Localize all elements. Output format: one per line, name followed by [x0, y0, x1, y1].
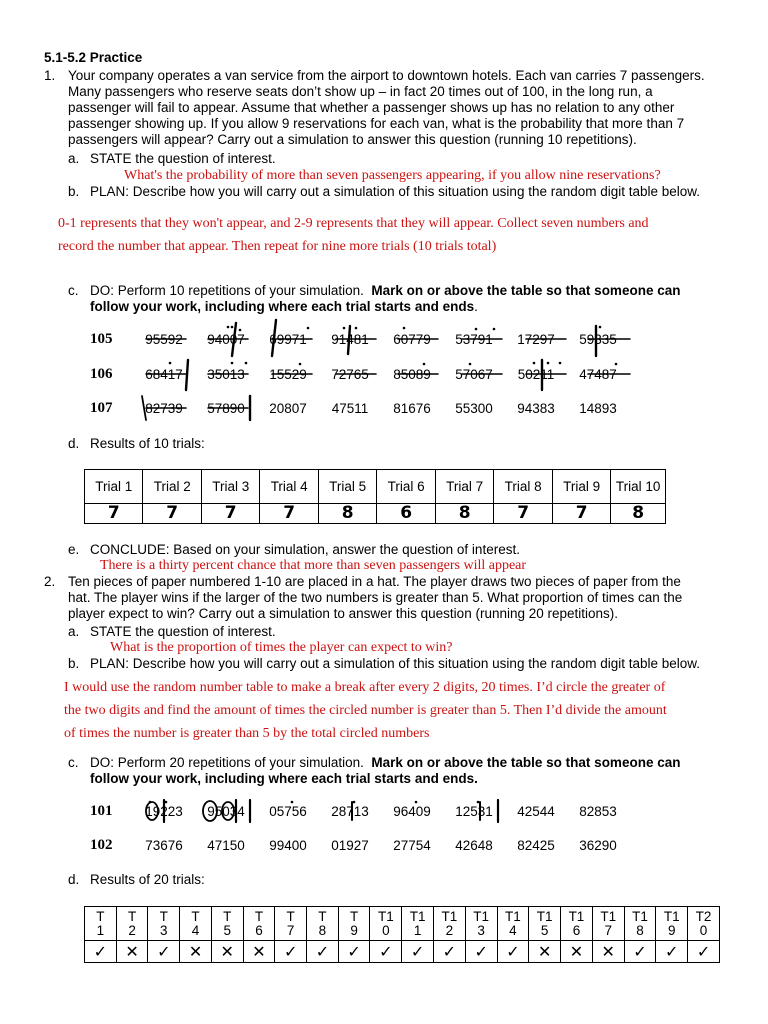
x-mark-icon: ✕ — [529, 941, 561, 963]
trial-header-line: 4 — [191, 922, 200, 938]
q2-b-answer-line-1: I would use the random number table to make a break after every 2 digits, 20 times. I’d circle the greater of — [64, 680, 666, 695]
digit-group: 94007 — [207, 332, 245, 347]
q1-c-label: c. — [68, 283, 79, 298]
digit-group: 05756 — [269, 804, 307, 819]
check-icon: ✓ — [624, 941, 656, 963]
trial-header — [688, 907, 720, 941]
digit-group: 42648 — [455, 838, 493, 853]
q1-a-prompt: STATE the question of interest. — [90, 151, 276, 166]
trial-header: Trial 9 — [552, 470, 610, 504]
trial-header-line: 7 — [604, 922, 612, 938]
trial-header: Trial 2 — [143, 470, 201, 504]
trial-header-line: 6 — [255, 922, 263, 938]
tally-dot — [353, 801, 356, 804]
tally-dot — [559, 362, 562, 365]
trial-header — [592, 907, 624, 941]
q2-d-label: d. — [68, 872, 80, 887]
trial-header-line: 0 — [699, 922, 708, 938]
digit-group: 72765 — [331, 367, 369, 382]
q2-d-prompt: Results of 20 trials: — [90, 872, 205, 887]
trial-header-line: 8 — [318, 922, 327, 938]
q1-line-1: Your company operates a van service from the airport to downtown hotels. Each van carries 7 passengers. — [68, 68, 705, 83]
check-icon: ✓ — [656, 941, 688, 963]
q1-e-prompt: CONCLUDE: Based on your simulation, answer the question of interest. — [90, 542, 520, 557]
trial-header — [307, 907, 339, 941]
digit-group: 36290 — [579, 838, 617, 853]
trial-result: 7 — [494, 504, 552, 524]
check-icon: ✓ — [148, 941, 180, 963]
trial-header — [497, 907, 529, 941]
tally-dot — [547, 362, 550, 365]
trial-header-line: T — [127, 908, 137, 924]
digit-group: 82739 — [145, 401, 183, 416]
q1-c-text: DO: Perform 10 repetitions of your simulation. — [90, 283, 364, 298]
digit-group: 94383 — [517, 401, 555, 416]
check-icon: ✓ — [338, 941, 370, 963]
check-icon: ✓ — [434, 941, 466, 963]
digit-group: 20807 — [269, 401, 307, 416]
tally-dot — [423, 363, 426, 366]
digit-group: 60779 — [393, 332, 431, 347]
q2-b-prompt: PLAN: Describe how you will carry out a simulation of this situation using the random digit table below. — [90, 656, 701, 671]
digit-group: 01927 — [331, 838, 369, 853]
digit-group: 35013 — [207, 367, 245, 382]
check-icon: ✓ — [275, 941, 307, 963]
trial-header-line: T — [318, 908, 327, 924]
check-icon: ✓ — [688, 941, 720, 963]
trial-header-line: T1 — [632, 908, 648, 924]
trial-header: Trial 3 — [201, 470, 259, 504]
digit-group: 17297 — [517, 332, 555, 347]
trial-header: Trial 1 — [85, 470, 143, 504]
x-mark-icon: ✕ — [211, 941, 243, 963]
trial-header-line: T1 — [568, 908, 585, 924]
trial-header-line: T — [96, 908, 105, 924]
trial-header-line: T — [223, 908, 232, 924]
trial-header: Trial 6 — [377, 470, 435, 504]
q2-a-prompt: STATE the question of interest. — [90, 624, 276, 639]
tally-dot — [307, 327, 310, 330]
table-row — [85, 504, 666, 524]
trial-header-line: 2 — [128, 922, 136, 938]
trial-header-line: 7 — [286, 922, 295, 938]
trial-header-line: T — [191, 908, 200, 924]
trial-header — [148, 907, 180, 941]
page-title: 5.1-5.2 Practice — [44, 50, 143, 65]
q2-c-bold-2: follow your work, including where each trial starts and ends. — [90, 771, 478, 786]
q1-row-label: 105 — [90, 331, 113, 347]
digit-group: 15529 — [269, 367, 307, 382]
digit-group: 99400 — [269, 838, 307, 853]
trial-header-line: 3 — [477, 922, 485, 938]
q1-line-2: Many passengers who reserve seats don’t show up – in fact 20 times out of 100, in the long run, a — [68, 84, 653, 99]
trial-header — [180, 907, 212, 941]
q1-c-bold-1: Mark on or above the table so that someone can — [371, 283, 681, 298]
table-row — [85, 941, 720, 963]
check-icon: ✓ — [402, 941, 434, 963]
tally-dot — [415, 801, 418, 804]
tally-dot — [355, 327, 358, 330]
digit-group: 91481 — [331, 332, 369, 347]
q1-c-period: . — [474, 299, 478, 314]
trial-header — [211, 907, 243, 941]
q1-c-prompt — [90, 283, 680, 298]
q2-a-answer: What is the proportion of times the player can expect to win? — [110, 640, 453, 655]
trial-header — [338, 907, 370, 941]
trial-header — [624, 907, 656, 941]
q1-number: 1. — [44, 68, 56, 83]
q1-a-answer: What's the probability of more than seven passengers appearing, if you allow nine reservations? — [124, 168, 661, 183]
trial-header-line: 2 — [445, 922, 454, 938]
trial-header — [243, 907, 275, 941]
q1-line-4: passenger showing up. If you allow 9 reservations for each van, what is the probability that more than 7 — [68, 116, 685, 131]
trial-result: 7 — [552, 504, 610, 524]
tally-dot — [615, 363, 618, 366]
trial-result: 7 — [85, 504, 143, 524]
trial-header-line: 6 — [572, 922, 581, 938]
q2-b-label: b. — [68, 656, 80, 671]
tally-dot — [231, 326, 234, 329]
q1-c-bold-2: follow your work, including where each trial starts and ends — [90, 299, 475, 314]
tally-dot — [165, 801, 168, 804]
trial-header-line: T — [286, 908, 295, 924]
trial-header-line: 1 — [413, 922, 422, 938]
q1-e-label: e. — [68, 542, 80, 557]
digit-group: 12531 — [455, 804, 493, 819]
digit-group: 55300 — [455, 401, 493, 416]
digit-group: 42544 — [517, 804, 555, 819]
q1-line-5: passengers will appear? Carry out a simulation to answer this question (running 10 repetitions). — [68, 132, 637, 147]
digit-group: 96409 — [393, 804, 431, 819]
trial-result: 6 — [377, 504, 435, 524]
x-mark-icon: ✕ — [592, 941, 624, 963]
q1-b-label: b. — [68, 184, 80, 199]
x-mark-icon: ✕ — [561, 941, 593, 963]
digit-group: 73676 — [145, 838, 183, 853]
trial-header-line: T2 — [695, 908, 712, 924]
trial-header-line: 0 — [382, 922, 390, 938]
tally-dot — [291, 801, 294, 804]
trial-header-line: 5 — [223, 922, 231, 938]
tally-dot — [493, 328, 496, 331]
trial-header-line: T — [159, 908, 168, 924]
tally-dot — [403, 327, 406, 330]
trial-header-line: 3 — [160, 922, 168, 938]
trial-header-line: T1 — [441, 908, 458, 924]
tally-dot — [231, 362, 234, 365]
q2-line-1: Ten pieces of paper numbered 1-10 are placed in a hat. The player draws two pieces of paper from the — [68, 574, 681, 589]
q2-results-table — [84, 906, 720, 963]
trial-header-line: 4 — [509, 922, 517, 938]
trial-result: 8 — [318, 504, 376, 524]
tally-dot — [477, 801, 480, 804]
tally-dot — [245, 362, 248, 365]
trial-header-line: T1 — [536, 908, 553, 924]
trial-header-line: T1 — [377, 908, 394, 924]
check-icon: ✓ — [370, 941, 402, 963]
trial-header — [465, 907, 497, 941]
tally-dot — [149, 801, 152, 804]
digit-group: 47150 — [207, 838, 245, 853]
digit-group: 59335 — [579, 332, 617, 347]
trial-header — [656, 907, 688, 941]
q1-c-prompt-2 — [90, 299, 478, 314]
trial-header-line: 5 — [540, 922, 549, 938]
table-header-row — [85, 470, 666, 504]
digit-group: 47511 — [331, 401, 369, 416]
digit-group: 82425 — [517, 838, 555, 853]
q2-c-label: c. — [68, 755, 79, 770]
q1-a-label: a. — [68, 151, 80, 166]
tally-dot — [169, 362, 172, 365]
trial-header-line: T1 — [409, 908, 426, 924]
digit-group: 27754 — [393, 838, 431, 853]
trial-header — [434, 907, 466, 941]
q2-a-label: a. — [68, 624, 80, 639]
trial-header-line: T1 — [663, 908, 680, 924]
trial-header-line: T — [254, 908, 264, 924]
tally-dot — [299, 363, 302, 366]
trial-header: Trial 5 — [318, 470, 376, 504]
trial-header-line: 8 — [636, 922, 644, 938]
q2-row-label: 101 — [90, 803, 113, 819]
digit-group: 85089 — [393, 367, 431, 382]
trial-header-line: 9 — [667, 922, 676, 938]
trial-header-line: T1 — [473, 908, 490, 924]
trial-header: Trial 7 — [435, 470, 493, 504]
x-mark-icon: ✕ — [116, 941, 148, 963]
q1-b-answer-line-2: record the number that appear. Then repeat for nine more trials (10 trials total) — [58, 239, 497, 254]
trial-header — [85, 907, 117, 941]
trial-header-line: T1 — [600, 908, 617, 924]
tally-dot — [469, 363, 472, 366]
q2-c-prompt — [90, 755, 680, 770]
q1-d-label: d. — [68, 436, 80, 451]
tally-dot — [533, 362, 536, 365]
digit-group: 28713 — [331, 804, 369, 819]
q2-line-2: hat. The player wins if the larger of the two numbers is greater than 5. What proportion of times can the — [68, 590, 683, 605]
q2-b-answer-line-3: of times the number is greater than 5 by the total circled numbers — [64, 726, 430, 741]
trial-header: Trial 8 — [494, 470, 552, 504]
digit-group: 14893 — [579, 401, 617, 416]
trial-header: Trial 4 — [260, 470, 318, 504]
trial-header-line: 9 — [350, 922, 358, 938]
trial-result: 8 — [435, 504, 493, 524]
q2-row-label: 102 — [90, 837, 113, 853]
x-mark-icon: ✕ — [180, 941, 212, 963]
q1-e-answer: There is a thirty percent chance that more than seven passengers will appear — [100, 558, 527, 573]
digit-group: 95034 — [207, 804, 245, 819]
digit-group: 57067 — [455, 367, 493, 382]
tally-dot — [475, 328, 478, 331]
digit-group: 95592 — [145, 332, 183, 347]
check-icon: ✓ — [85, 941, 117, 963]
q1-line-3: passenger will fail to appear. Assume that whether a passenger shows up has no relation to any other — [68, 100, 675, 115]
trial-header — [402, 907, 434, 941]
trial-result: 7 — [260, 504, 318, 524]
digit-group: 69971 — [269, 332, 307, 347]
trial-header — [370, 907, 402, 941]
digit-group: 50211 — [517, 367, 555, 382]
q1-row-label: 107 — [90, 400, 113, 416]
trial-result: 8 — [611, 504, 666, 524]
digit-group: 82853 — [579, 804, 617, 819]
q1-results-table — [84, 469, 666, 524]
digit-group: 81676 — [393, 401, 431, 416]
q2-c-bold-1: Mark on or above the table so that someone can — [371, 755, 681, 770]
trial-header — [116, 907, 148, 941]
trial-result: 7 — [143, 504, 201, 524]
digit-group: 53791 — [455, 332, 493, 347]
tally-dot — [227, 326, 230, 329]
check-icon: ✓ — [307, 941, 339, 963]
check-icon: ✓ — [497, 941, 529, 963]
q2-b-answer-line-2: the two digits and find the amount of times the circled number is greater than 5. Then I’d divide the amount — [64, 703, 667, 718]
digit-group: 57890 — [207, 401, 245, 416]
trial-header — [529, 907, 561, 941]
q1-b-prompt: PLAN: Describe how you will carry out a simulation of this situation using the random digit table below. — [90, 184, 701, 199]
trial-header — [275, 907, 307, 941]
trial-result: 7 — [201, 504, 259, 524]
trial-header-line: 1 — [96, 922, 105, 938]
q2-number: 2. — [44, 574, 56, 589]
check-icon: ✓ — [465, 941, 497, 963]
tally-dot — [343, 327, 346, 330]
digit-group: 19223 — [145, 804, 183, 819]
q2-line-3: player expect to win? Carry out a simulation to answer this question (running 20 repetitions). — [68, 606, 619, 621]
trial-header-line: T — [349, 908, 359, 924]
trial-header — [561, 907, 593, 941]
q1-d-prompt: Results of 10 trials: — [90, 436, 205, 451]
q1-b-answer-line-1: 0-1 represents that they won't appear, and 2-9 represents that they will appear. Collect seven numbers and — [58, 216, 649, 231]
q2-c-text: DO: Perform 20 repetitions of your simulation. — [90, 755, 364, 770]
table-header-row — [85, 907, 720, 941]
q1-row-label: 106 — [90, 366, 113, 382]
trial-header: Trial 10 — [611, 470, 666, 504]
tally-dot — [599, 326, 602, 329]
digit-group: 68417 — [145, 367, 183, 382]
digit-group: 47487 — [579, 367, 617, 382]
tally-dot — [239, 329, 242, 332]
trial-header-line: T1 — [505, 908, 521, 924]
x-mark-icon: ✕ — [243, 941, 275, 963]
